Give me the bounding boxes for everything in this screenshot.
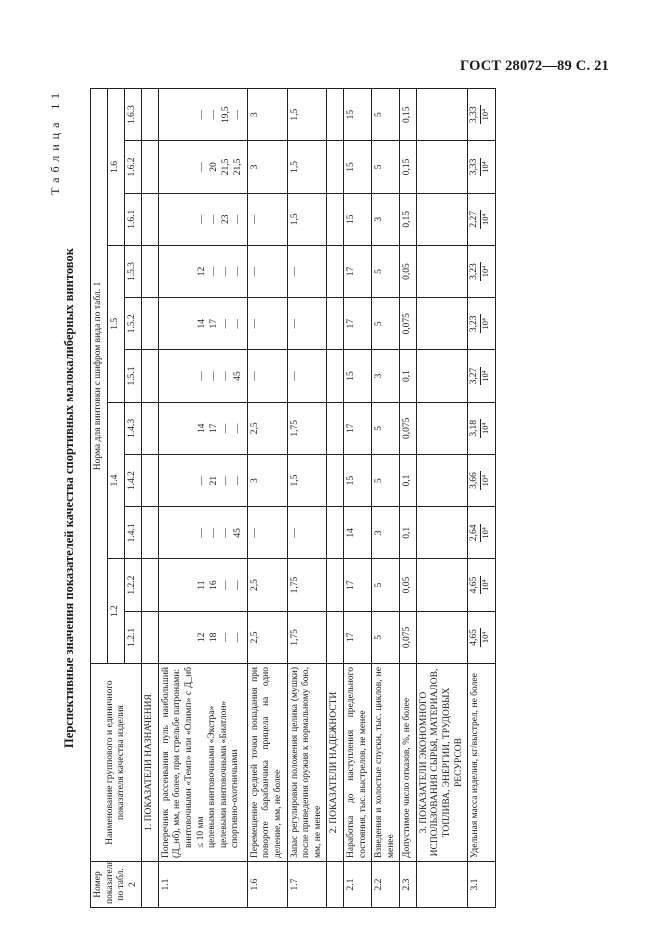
value: —	[232, 423, 243, 434]
value-cell	[468, 245, 496, 297]
quality-table	[90, 88, 496, 908]
denominator: 10⁴	[480, 213, 491, 225]
header-code: 1.4.3	[125, 402, 142, 454]
numerator: 3,27	[469, 367, 480, 385]
value-cell	[158, 454, 247, 506]
value: —	[196, 475, 207, 486]
row-num: 1.7	[287, 862, 327, 908]
header-code: 1.4.2	[125, 454, 142, 506]
value: —	[208, 528, 219, 538]
header-code: 1.5.1	[125, 350, 142, 402]
value-cell	[468, 507, 496, 559]
row-num: 2.2	[372, 862, 400, 908]
value: —	[196, 109, 207, 120]
value: —	[208, 109, 219, 120]
value-cell: —	[247, 507, 287, 559]
value: 12	[196, 632, 207, 643]
page-header: ГОСТ 28072—89 С. 21	[460, 58, 609, 74]
header-code: 1.6.2	[125, 141, 142, 193]
value-cell: —	[287, 245, 327, 297]
value-cell	[158, 89, 247, 141]
value: 45	[232, 371, 243, 381]
numerator: 2,64	[469, 524, 480, 542]
value: 11	[196, 580, 207, 590]
value: —	[232, 475, 243, 486]
value-cell: 0,1	[400, 454, 417, 506]
denominator: 10⁴	[480, 527, 491, 539]
header-num: Номер показателя по табл. 2	[91, 862, 142, 908]
table-label: Таблица 11	[48, 88, 62, 195]
denominator: 10⁴	[480, 474, 491, 487]
value-cell: —	[247, 193, 287, 245]
value-cell: 0,15	[400, 89, 417, 141]
numerator: 3,33	[469, 106, 480, 123]
denominator: 10⁴	[480, 265, 491, 278]
value-cell	[158, 507, 247, 559]
value-cell	[158, 611, 247, 663]
value: —	[232, 109, 243, 120]
value-cell: 5	[372, 559, 400, 611]
fraction	[470, 576, 490, 595]
table-row	[372, 89, 400, 908]
value-cell	[158, 193, 247, 245]
header-code: 1.5.3	[125, 245, 142, 297]
row-intro: Поперечник рассеивания пуль наибольший (Д_нб), мм, не более, при стрельбе патронами:	[160, 667, 183, 858]
section-row	[142, 89, 159, 908]
row-name: Наработка до наступления предельного состояния, тыс. выстрелов, не менее	[343, 664, 371, 862]
value: —	[196, 162, 207, 172]
value-cell: 0,05	[400, 245, 417, 297]
table-row	[158, 89, 247, 908]
value-cell: —	[247, 298, 287, 350]
rotated-table-content	[48, 88, 616, 908]
value: 16	[208, 580, 219, 590]
value-cell: 17	[343, 245, 371, 297]
value-cell: 17	[343, 298, 371, 350]
value-cell	[468, 298, 496, 350]
value: —	[220, 475, 231, 486]
value: —	[208, 371, 219, 381]
row-name	[158, 664, 247, 862]
value: —	[220, 632, 231, 643]
row-sub: винтовочными «Темп» или «Олимп» с Д_нб ≤ 10 мм	[184, 667, 206, 848]
header-group: 1.5	[108, 245, 125, 402]
value-cell: 1,75	[287, 402, 327, 454]
value: —	[220, 580, 231, 590]
value: 17	[208, 319, 219, 329]
numerator: 4,65	[469, 629, 480, 646]
fraction	[470, 524, 490, 543]
row-sub: спортивно-охотничьими	[230, 749, 241, 848]
value-cell	[468, 141, 496, 193]
fraction	[470, 210, 490, 229]
value: —	[220, 371, 231, 381]
value: 21,5	[220, 158, 231, 176]
value-cell	[468, 89, 496, 141]
value-cell	[468, 559, 496, 611]
value-cell: 0,1	[400, 507, 417, 559]
value-cell: 15	[343, 89, 371, 141]
value-cell: 3	[372, 507, 400, 559]
fraction	[470, 367, 490, 386]
value-cell: 1,5	[287, 141, 327, 193]
value-cell: 0,075	[400, 298, 417, 350]
value-cell: 2,5	[247, 559, 287, 611]
table-row	[247, 89, 287, 908]
value-cell: 5	[372, 402, 400, 454]
row-num: 1.1	[158, 862, 247, 908]
numerator: 3,18	[469, 420, 480, 437]
header-row-1	[91, 89, 108, 908]
value-cell: —	[287, 350, 327, 402]
value-cell: 5	[372, 89, 400, 141]
value: —	[220, 319, 231, 329]
value-cell: 15	[343, 350, 371, 402]
value-cell: 0,075	[400, 611, 417, 663]
fraction	[470, 158, 490, 177]
table-row	[468, 89, 496, 908]
section-num	[327, 862, 344, 908]
value-cell	[158, 402, 247, 454]
value-cell: 0,075	[400, 402, 417, 454]
value-cell: 15	[343, 193, 371, 245]
value: 14	[196, 423, 207, 434]
value: —	[232, 214, 243, 224]
denominator: 10⁴	[480, 318, 491, 330]
numerator: 4,65	[469, 576, 480, 594]
value-cell: 3	[247, 89, 287, 141]
value-cell: 1,5	[287, 193, 327, 245]
fraction	[470, 262, 490, 281]
section-num	[416, 862, 467, 908]
value: 12	[196, 266, 207, 277]
value: 19,5	[220, 106, 231, 123]
table-title: Перспективные значения показателей качества спортивных малокалиберных винтовок	[62, 248, 76, 748]
value-cell: 2,5	[247, 611, 287, 663]
table-row	[287, 89, 327, 908]
fraction	[470, 471, 490, 490]
row-sub: целевыми винтовочными «Биатлон»	[218, 700, 229, 848]
header-code: 1.2.1	[125, 611, 142, 663]
value: —	[220, 266, 231, 277]
table-row	[400, 89, 417, 908]
value-cell	[158, 245, 247, 297]
value-cell	[158, 350, 247, 402]
value: —	[232, 580, 243, 590]
row-name: Удельная масса изделия, кг/выстрел, не более	[468, 664, 496, 862]
numerator: 3,23	[469, 263, 480, 280]
value-cell: —	[247, 245, 287, 297]
value-cell: —	[287, 298, 327, 350]
header-code: 1.2.2	[125, 559, 142, 611]
value-cell	[468, 402, 496, 454]
value-cell: 5	[372, 141, 400, 193]
value: 21,5	[232, 158, 243, 176]
row-name: Взведения и холостые спуски, тыс. циклов, не менее	[372, 664, 400, 862]
value-cell: 3	[247, 454, 287, 506]
value-cell: 0,1	[400, 350, 417, 402]
value: 21	[208, 475, 219, 486]
header-code: 1.6.1	[125, 193, 142, 245]
row-num: 3.1	[468, 862, 496, 908]
value-cell: 15	[343, 141, 371, 193]
value-cell: 3	[372, 350, 400, 402]
fraction	[470, 314, 490, 333]
value-cell: 1,5	[287, 454, 327, 506]
value-cell	[158, 141, 247, 193]
denominator: 10⁴	[480, 161, 491, 173]
rotated-table-frame	[48, 88, 616, 908]
value: —	[232, 632, 243, 643]
header-group: 1.2	[108, 559, 125, 664]
fraction	[470, 628, 490, 647]
value-cell: —	[247, 350, 287, 402]
value-cell	[158, 298, 247, 350]
fraction	[470, 419, 490, 438]
value: 14	[196, 319, 207, 329]
value-cell: 5	[372, 298, 400, 350]
row-num: 2.3	[400, 862, 417, 908]
table-row	[343, 89, 371, 908]
value-cell	[468, 611, 496, 663]
section-num	[142, 862, 159, 908]
value: —	[208, 214, 219, 224]
value: —	[232, 319, 243, 329]
header-norm: Норма для винтовки с шифром вида по табл. 1	[91, 89, 108, 664]
value: —	[196, 214, 207, 224]
denominator: 10⁴	[480, 108, 491, 121]
value-cell: 1,75	[287, 559, 327, 611]
value-cell: 0,15	[400, 193, 417, 245]
value-cell: 0,05	[400, 559, 417, 611]
row-sub: целевыми винтовочными «Экстра»	[207, 705, 218, 848]
denominator: 10⁴	[480, 579, 491, 591]
header-name: Наименование группового и единичного показателя качества изделия	[91, 664, 142, 862]
row-num: 2.1	[343, 862, 371, 908]
value: 23	[220, 214, 231, 224]
value-cell: 1,75	[287, 611, 327, 663]
value: —	[196, 528, 207, 538]
section-title: 2. ПОКАЗАТЕЛИ НАДЕЖНОСТИ	[327, 664, 344, 862]
value: 20	[208, 162, 219, 172]
fraction	[470, 105, 490, 124]
value-cell: 1,5	[287, 89, 327, 141]
section-row	[327, 89, 344, 908]
denominator: 10⁴	[480, 422, 491, 435]
value: —	[220, 423, 231, 434]
header-group: 1.4	[108, 402, 125, 559]
section-title: 1. ПОКАЗАТЕЛИ НАЗНАЧЕНИЯ	[142, 664, 159, 862]
value-cell: 3	[247, 141, 287, 193]
section-row	[416, 89, 467, 908]
value-cell: 3	[372, 193, 400, 245]
value: 17	[208, 423, 219, 434]
value-cell: 15	[343, 454, 371, 506]
value: —	[196, 371, 207, 381]
denominator: 10⁴	[480, 631, 491, 644]
header-code: 1.4.1	[125, 507, 142, 559]
value-cell	[158, 559, 247, 611]
value-cell: 5	[372, 245, 400, 297]
row-name: Перемещение средней точки попадания при повороте барабанчика прицела на одно деление, мм, не более	[247, 664, 287, 862]
value: 45	[232, 528, 243, 538]
value-cell: 14	[343, 507, 371, 559]
numerator: 3,23	[469, 315, 480, 333]
value: 18	[208, 632, 219, 643]
value: —	[208, 266, 219, 277]
numerator: 2,27	[469, 210, 480, 228]
row-name: Допустимое число отказов, %, не более	[400, 664, 417, 862]
value-cell: 5	[372, 454, 400, 506]
value-cell	[468, 193, 496, 245]
value-cell: —	[287, 507, 327, 559]
denominator: 10⁴	[480, 370, 491, 382]
value-cell	[468, 454, 496, 506]
row-num: 1.6	[247, 862, 287, 908]
section-title: 3. ПОКАЗАТЕЛИ ЭКОНОМНОГО ИСПОЛЬЗОВАНИЯ СЫРЬЯ, МАТЕРИАЛОВ, ТОПЛИВА, ЭНЕРГИИ, ТРУДОВЫХ РЕСУРСОВ	[416, 664, 467, 862]
value-cell: 2,5	[247, 402, 287, 454]
value-cell: 17	[343, 559, 371, 611]
value: —	[220, 528, 231, 538]
header-code: 1.6.3	[125, 89, 142, 141]
numerator: 3,33	[469, 158, 480, 176]
row-name: Запас регулировки положения целика (мушки) после приведения оружия к нормальному бою, мм, не менее	[287, 664, 327, 862]
value-cell: 0,15	[400, 141, 417, 193]
value: —	[232, 266, 243, 277]
header-group: 1.6	[108, 89, 125, 246]
value-cell: 5	[372, 611, 400, 663]
value-cell: 17	[343, 402, 371, 454]
value-cell	[468, 350, 496, 402]
header-code: 1.5.2	[125, 298, 142, 350]
value-cell: 17	[343, 611, 371, 663]
numerator: 3,66	[469, 472, 480, 489]
